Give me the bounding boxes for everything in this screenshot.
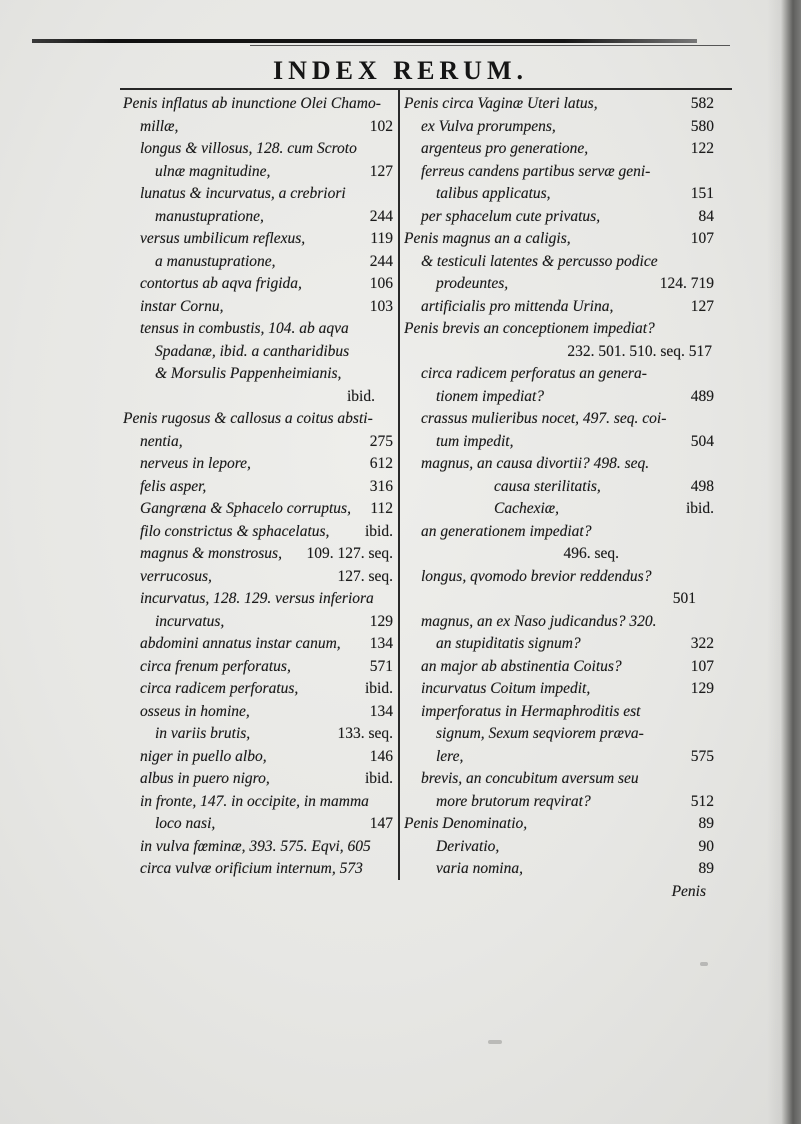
page-reference: 127: [690, 297, 714, 315]
page-reference: 146: [369, 747, 393, 765]
index-entry: [404, 543, 714, 566]
index-entry: [404, 341, 714, 364]
page-reference: 275: [369, 432, 393, 450]
index-entry: [404, 768, 714, 791]
entry-text: causa sterilitatis,: [494, 477, 601, 495]
index-entry: [123, 543, 393, 566]
index-entry: [123, 116, 393, 139]
page-reference: 512: [690, 792, 714, 810]
entry-text: filo constrictus & sphacelatus,: [140, 522, 330, 540]
page-reference: 90: [698, 837, 714, 855]
paper-smudge: [700, 962, 708, 966]
entry-text: magnus, an causa divortii? 498. seq.: [421, 455, 650, 472]
entry-text: contortus ab aqva frigida,: [140, 275, 302, 292]
index-entry: [123, 296, 393, 319]
page-reference: 612: [369, 455, 393, 472]
page-reference: 89: [698, 860, 714, 877]
page-reference: 127: [369, 162, 393, 180]
index-entry: [404, 836, 714, 859]
index-entry: [404, 408, 714, 431]
page-reference: 244: [369, 252, 393, 270]
header-rule: [120, 88, 732, 90]
index-entry: [123, 791, 393, 814]
entry-text: circa frenum perforatus,: [140, 657, 291, 675]
index-entry: [404, 746, 714, 769]
entry-text: varia nomina,: [436, 860, 523, 877]
index-entry: [404, 296, 714, 319]
entry-text: incurvatus,: [155, 612, 225, 630]
page-reference: 122: [690, 140, 714, 157]
index-entry: [404, 183, 714, 206]
page-reference: 129: [690, 680, 714, 697]
entry-text: a manustupratione,: [155, 252, 276, 270]
index-entry: [404, 813, 714, 836]
entry-text: Penis Denominatio,: [404, 815, 528, 832]
entry-text: argenteus pro generatione,: [421, 140, 589, 157]
page-reference: ibid.: [365, 770, 393, 787]
index-entry: [123, 836, 393, 859]
entry-text: magnus & monstrosus,: [140, 545, 282, 562]
entry-text: incurvatus Coitum impedit,: [421, 680, 591, 697]
page-edge: [781, 0, 801, 1124]
index-entry: [123, 363, 393, 386]
entry-text: per sphacelum cute privatus,: [421, 207, 601, 225]
entry-text: Penis brevis an conceptionem impediat?: [404, 320, 655, 337]
entry-text: longus, qvomodo brevior reddendus?: [421, 567, 652, 585]
page-reference: 232. 501. 510. seq. 517: [567, 342, 712, 360]
entry-text: in variis brutis,: [155, 725, 251, 742]
page-reference: 489: [690, 387, 714, 405]
index-entry: [123, 228, 393, 251]
index-entry: [404, 588, 714, 611]
entry-text: versus umbilicum reflexus,: [140, 230, 306, 247]
top-rule-thin: [250, 45, 730, 46]
page-reference: 89: [698, 815, 714, 832]
index-entry: [404, 701, 714, 724]
entry-text: an stupiditatis signum?: [436, 635, 581, 652]
entry-text: tensus in combustis, 104. ab aqva: [140, 320, 349, 337]
entry-text: tum impedit,: [436, 432, 514, 450]
page-reference: 84: [698, 207, 714, 225]
page-reference: 134: [369, 635, 393, 652]
index-entry: [404, 566, 714, 589]
entry-text: Gangræna & Sphacelo corruptus,: [140, 500, 351, 517]
entry-text: crassus mulieribus nocet, 497. seq. coi-: [421, 410, 667, 427]
page-reference: 571: [369, 657, 393, 675]
entry-text: brevis, an concubitum aversum seu: [421, 770, 639, 787]
page-reference: ibid.: [365, 522, 393, 540]
page-reference: 106: [369, 275, 393, 292]
index-entry: [123, 431, 393, 454]
entry-text: felis asper,: [140, 477, 207, 495]
page-reference: 127. seq.: [337, 567, 393, 585]
page-reference: 102: [369, 117, 393, 135]
index-entry: [404, 273, 714, 296]
index-entry: [123, 656, 393, 679]
entry-text: & Morsulis Pappenheimianis,: [155, 365, 342, 382]
page-reference: 134: [369, 702, 393, 720]
index-entry: [123, 161, 393, 184]
entry-text: & testiculi latentes & percusso podice: [421, 252, 658, 270]
index-entry: [404, 656, 714, 679]
entry-text: abdomini annatus instar canum,: [140, 635, 341, 652]
index-entry: [123, 813, 393, 836]
index-entry: [123, 633, 393, 656]
index-entry: [404, 633, 714, 656]
index-entry: [123, 341, 393, 364]
index-entry: [404, 116, 714, 139]
page-reference: 103: [369, 297, 393, 315]
index-entry: [123, 588, 393, 611]
page-reference: 496. seq.: [563, 545, 619, 562]
index-entry: [123, 476, 393, 499]
entry-text: nentia,: [140, 432, 183, 450]
entry-text: loco nasi,: [155, 815, 216, 832]
index-entry: [404, 206, 714, 229]
index-entry: [123, 746, 393, 769]
page-reference: 119: [370, 230, 393, 247]
page-reference: 124. 719: [659, 275, 714, 292]
entry-text: more brutorum reqvirat?: [436, 792, 591, 810]
index-entry: [123, 206, 393, 229]
entry-text: Penis circa Vaginæ Uteri latus,: [404, 95, 598, 112]
page-reference: 147: [369, 815, 393, 832]
entry-text: manustupratione,: [155, 207, 264, 225]
entry-text: tionem impediat?: [436, 387, 545, 405]
index-entry: [404, 93, 714, 116]
entry-text: millæ,: [140, 117, 179, 135]
index-entry: [123, 723, 393, 746]
index-entry: [123, 183, 393, 206]
entry-text: artificialis pro mittenda Urina,: [421, 297, 614, 315]
index-entry: [404, 498, 714, 521]
column-divider: [398, 90, 400, 880]
index-entry: [404, 476, 714, 499]
page-reference: 133. seq.: [337, 725, 393, 742]
index-entry: [123, 273, 393, 296]
index-entry: [404, 138, 714, 161]
index-entry: [404, 318, 714, 341]
entry-text: lunatus & incurvatus, a crebriori: [140, 185, 346, 202]
right-column: [404, 93, 714, 903]
entry-text: imperforatus in Hermaphroditis est: [421, 702, 641, 720]
index-entry: [123, 93, 393, 116]
page-reference: 316: [369, 477, 393, 495]
index-entry: [123, 678, 393, 701]
index-entry: [123, 701, 393, 724]
page-reference: 107: [690, 230, 714, 247]
entry-text: an generationem impediat?: [421, 522, 592, 540]
page-reference: 501: [672, 590, 696, 607]
catchword: [404, 881, 714, 904]
entry-text: prodeuntes,: [436, 275, 509, 292]
catchword-text: Penis: [671, 882, 706, 900]
entry-text: incurvatus, 128. 129. versus inferiora: [140, 590, 374, 607]
index-entry: [123, 318, 393, 341]
entry-text: circa radicem perforatus an genera-: [421, 365, 647, 382]
page-reference: 580: [690, 117, 714, 135]
entry-text: Derivatio,: [436, 837, 500, 855]
page-reference: ibid.: [347, 387, 375, 405]
entry-text: circa radicem perforatus,: [140, 680, 299, 697]
entry-text: signum, Sexum seqviorem præva-: [436, 725, 644, 742]
page-title: INDEX RERUM.: [273, 56, 528, 85]
entry-text: Penis inflatus ab inunctione Olei Chamo-: [123, 95, 381, 112]
index-entry: [123, 138, 393, 161]
entry-text: in fronte, 147. in occipite, in mamma: [140, 792, 369, 810]
index-entry: [404, 386, 714, 409]
index-entry: [404, 521, 714, 544]
index-entry: [123, 251, 393, 274]
page-reference: 498: [690, 477, 714, 495]
index-entry: [404, 161, 714, 184]
index-entry: [404, 251, 714, 274]
entry-text: in vulva fœminæ, 393. 575. Eqvi, 605: [140, 837, 371, 855]
index-entry: [404, 678, 714, 701]
entry-text: an major ab abstinentia Coitus?: [421, 657, 622, 675]
page-reference: 107: [690, 657, 714, 675]
index-entry: [404, 791, 714, 814]
entry-text: circa vulvæ orificium internum, 573: [140, 860, 363, 877]
index-entry: [123, 386, 393, 409]
index-entry: [404, 228, 714, 251]
index-entry: [404, 723, 714, 746]
entry-text: talibus applicatus,: [436, 185, 551, 202]
index-entry: [404, 431, 714, 454]
index-entry: [123, 498, 393, 521]
index-entry: [123, 453, 393, 476]
page-reference: 112: [370, 500, 393, 517]
page-reference: 129: [369, 612, 393, 630]
entry-text: ferreus candens partibus servæ geni-: [421, 162, 651, 180]
entry-text: nerveus in lepore,: [140, 455, 251, 472]
index-entry: [123, 566, 393, 589]
entry-text: Penis rugosus & callosus a coitus absti-: [123, 410, 373, 427]
index-entry: [123, 521, 393, 544]
page-reference: 504: [690, 432, 714, 450]
entry-text: longus & villosus, 128. cum Scroto: [140, 140, 357, 157]
entry-text: Spadanæ, ibid. a cantharidibus: [155, 342, 350, 360]
index-entry: [123, 611, 393, 634]
page-reference: 109. 127. seq.: [306, 545, 393, 562]
entry-text: ex Vulva prorumpens,: [421, 117, 556, 135]
page-reference: 244: [369, 207, 393, 225]
page-reference: 322: [690, 635, 714, 652]
index-entry: [123, 858, 393, 881]
index-entry: [404, 611, 714, 634]
page-reference: ibid.: [686, 500, 714, 517]
entry-text: osseus in homine,: [140, 702, 250, 720]
page-reference: 575: [690, 747, 714, 765]
index-entry: [404, 363, 714, 386]
entry-text: Penis magnus an a caligis,: [404, 230, 571, 247]
page-edge-shadow: [767, 0, 781, 1124]
index-entry: [404, 453, 714, 476]
page-reference: 582: [690, 95, 714, 112]
entry-text: lere,: [436, 747, 464, 765]
page-reference: ibid.: [365, 680, 393, 697]
entry-text: verrucosus,: [140, 567, 212, 585]
entry-text: magnus, an ex Naso judicandus? 320.: [421, 612, 657, 630]
index-entry: [123, 768, 393, 791]
page-reference: 151: [690, 185, 714, 202]
index-entry: [123, 408, 393, 431]
entry-text: ulnæ magnitudine,: [155, 162, 271, 180]
left-column: [123, 93, 393, 881]
entry-text: niger in puello albo,: [140, 747, 267, 765]
entry-text: albus in puero nigro,: [140, 770, 270, 787]
index-entry: [404, 858, 714, 881]
entry-text: Cachexiæ,: [494, 500, 559, 517]
paper-smudge: [488, 1040, 502, 1044]
entry-text: instar Cornu,: [140, 297, 224, 315]
top-rule: [32, 39, 697, 43]
